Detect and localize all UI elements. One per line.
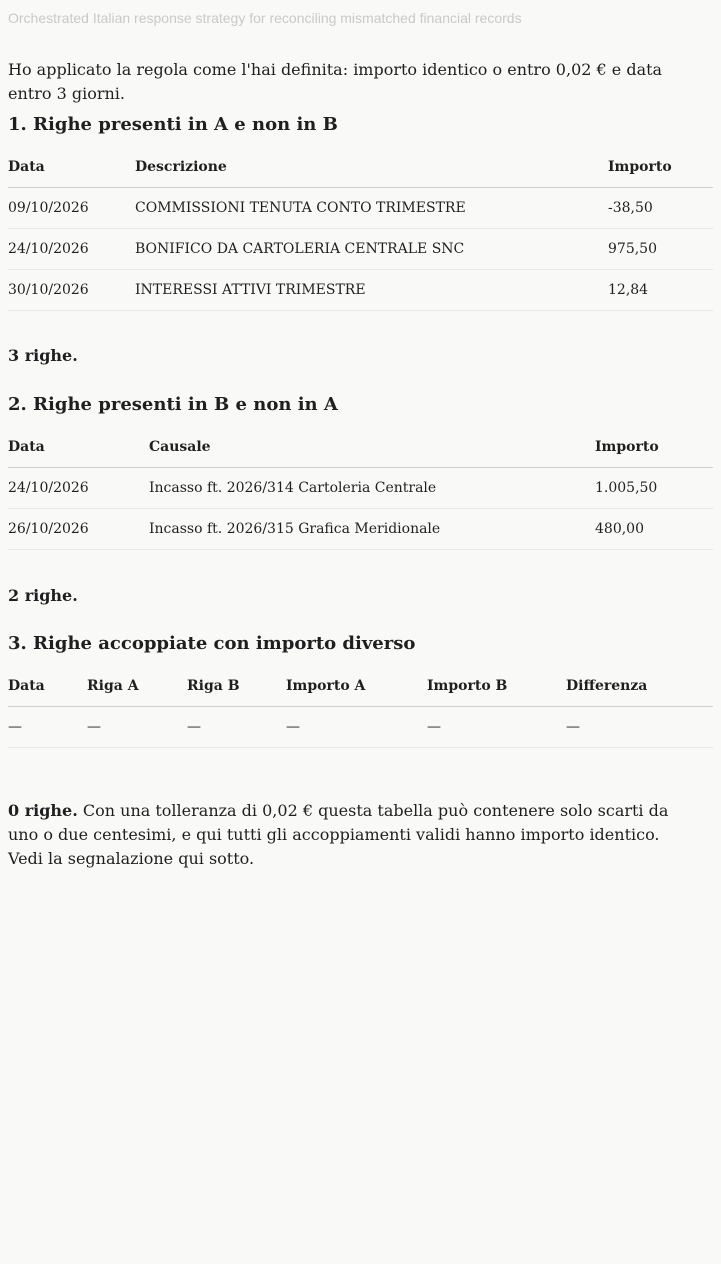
- cell-importo-b: —: [427, 719, 441, 735]
- table-row: [8, 270, 713, 311]
- section-title-mismatched: 3. Righe accoppiate con importo diverso: [8, 633, 416, 654]
- cell-importo: 480,00: [595, 521, 644, 537]
- section-title-b-not-a: 2. Righe presenti in B e non in A: [8, 394, 338, 415]
- header-importo: Importo: [608, 159, 672, 175]
- table-row: [8, 707, 713, 748]
- header-differenza: Differenza: [566, 678, 648, 694]
- table-b-not-a: [8, 427, 713, 550]
- header-causale: Causale: [149, 439, 211, 455]
- intro-text: Ho applicato la regola come l'hai definita: importo identico o entro 0,02 € e data entro 3 giorni.: [8, 60, 663, 103]
- cell-data: 24/10/2026: [8, 241, 89, 257]
- cell-data: 09/10/2026: [8, 200, 89, 216]
- cell-data: 26/10/2026: [8, 521, 89, 537]
- header-riga-b: Riga B: [187, 678, 240, 694]
- header-data: Data: [8, 159, 45, 175]
- table-row: [8, 509, 713, 550]
- note-text: Con una tolleranza di 0,02 € questa tabella può contenere solo scarti da uno o due centesimi, e qui tutti gli accoppiamenti validi hanno importo identico. Vedi la segnalazione qui sotto.: [8, 801, 669, 868]
- row-count: 3 righe.: [8, 346, 78, 365]
- table-header: [8, 666, 713, 707]
- cell-data: 24/10/2026: [8, 480, 89, 496]
- table-header: [8, 147, 713, 188]
- thinking-summary[interactable]: Orchestrated Italian response strategy for reconciling mismatched financial records: [8, 10, 522, 26]
- table-mismatched: [8, 666, 713, 748]
- header-riga-a: Riga A: [87, 678, 139, 694]
- cell-descrizione: COMMISSIONI TENUTA CONTO TRIMESTRE: [135, 200, 466, 216]
- cell-data: 30/10/2026: [8, 282, 89, 298]
- cell-riga-a: —: [87, 719, 101, 735]
- section-title-a-not-b: 1. Righe presenti in A e non in B: [8, 114, 338, 135]
- header-data: Data: [8, 439, 45, 455]
- cell-importo: -38,50: [608, 200, 653, 216]
- header-importo-a: Importo A: [286, 678, 366, 694]
- row-count: 0 righe.: [8, 801, 78, 820]
- header-importo-b: Importo B: [427, 678, 508, 694]
- cell-data: —: [8, 719, 22, 735]
- cell-importo: 12,84: [608, 282, 649, 298]
- table-header: [8, 427, 713, 468]
- mismatch-note: [8, 799, 698, 871]
- cell-importo-a: —: [286, 719, 300, 735]
- cell-importo: 975,50: [608, 241, 657, 257]
- table-a-not-b: [8, 147, 713, 311]
- table-row: [8, 229, 713, 270]
- cell-importo: 1.005,50: [595, 480, 658, 496]
- cell-differenza: —: [566, 719, 580, 735]
- cell-causale: Incasso ft. 2026/314 Cartoleria Centrale: [149, 480, 437, 496]
- cell-riga-b: —: [187, 719, 201, 735]
- cell-descrizione: INTERESSI ATTIVI TRIMESTRE: [135, 282, 366, 298]
- cell-causale: Incasso ft. 2026/315 Grafica Meridionale: [149, 521, 441, 537]
- cell-descrizione: BONIFICO DA CARTOLERIA CENTRALE SNC: [135, 241, 465, 257]
- row-count: 2 righe.: [8, 586, 78, 605]
- header-descrizione: Descrizione: [135, 159, 227, 175]
- table-row: [8, 468, 713, 509]
- header-importo: Importo: [595, 439, 659, 455]
- table-row: [8, 188, 713, 229]
- header-data: Data: [8, 678, 45, 694]
